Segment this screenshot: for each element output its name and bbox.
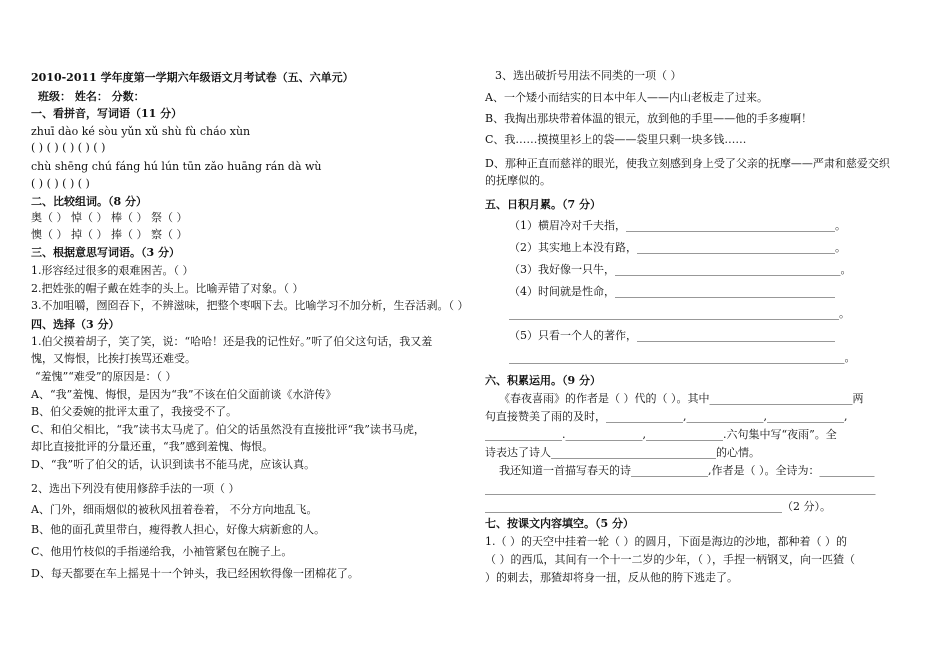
left-line-22: D、“我”听了伯父的话，认识到读书不能马虎，应该认真。	[31, 458, 316, 471]
right-line-21: ______________________________________________________（2 分）。	[485, 500, 831, 513]
right-line-7: （1）横眉冷对千夫指，______________________________________。	[509, 219, 846, 232]
left-line-3: zhuī dào ké sòu yǔn xǔ shù fù cháo xùn	[31, 125, 251, 138]
left-line-5: chù shēng chú fáng hú lún tūn zǎo huāng rán dà wù	[31, 160, 322, 173]
right-line-23: 1.（ ）的天空中挂着一轮（ ）的圆月，下面是海边的沙地，都种着（ ）的	[485, 535, 847, 548]
right-line-11: ____________________________________________________________。	[509, 307, 850, 320]
left-line-2: 一、看拼音，写词语（11 分）	[31, 107, 183, 120]
left-line-17: “羞愧”“难受”的原因是：（ ）	[35, 370, 177, 383]
left-line-25: B、他的面孔黄里带白，瘦得教人担心，好像大病新愈的人。	[31, 523, 326, 536]
left-line-18: A、“我”羞愧、悔恨，是因为“我”不该在伯父面前谈《水浒传》	[31, 388, 337, 401]
right-line-4: D、那种正直而慈祥的眼光，使我立刻感到身上受了父亲的抚摩——严肃和慈爱交织	[485, 157, 890, 170]
right-line-0: 3、选出破折号用法不同类的一项（ ）	[495, 69, 682, 82]
left-line-10: 三、根据意思写词语。（3 分）	[31, 246, 180, 259]
right-line-6: 五、日积月累。（7 分）	[485, 198, 601, 211]
left-line-4: ( ) ( ) ( ) ( ) ( )	[31, 141, 106, 154]
left-line-12: 2.把姓张的帽子戴在姓李的头上。比喻弄错了对象。（ ）	[31, 282, 304, 295]
left-line-0: 2010-2011 学年度第一学期六年级语文月考试卷（五、六单元）	[31, 71, 354, 84]
left-line-23: 2、选出下列没有使用修辞手法的一项（ ）	[31, 482, 240, 495]
right-line-20: _______________________________________________________________________	[485, 482, 876, 495]
left-line-19: B、伯父委婉的批评太重了，我接受不了。	[31, 405, 238, 418]
right-line-15: 《春夜喜雨》的作者是（ ）代的（ ）。其中__________________________两	[499, 392, 864, 405]
left-line-27: D、每天都要在车上摇晃十一个钟头，我已经困软得像一团棉花了。	[31, 567, 359, 580]
right-line-13: _____________________________________________________________。	[509, 351, 856, 364]
right-line-2: B、我掏出那块带着体温的银元，放到他的手里——他的手多瘦啊！	[485, 112, 813, 125]
right-line-25: ）的刺去，那猹却将身一扭，反从他的胯下逃走了。	[485, 571, 738, 584]
right-line-16: 句直接赞美了雨的及时，______________,______________,______________,	[485, 410, 848, 423]
right-line-9: （3）我好像一只牛，_________________________________________。	[509, 263, 852, 276]
left-line-13: 3.不加咀嚼，囫囵吞下，不辨滋味，把整个枣咽下去。比喻学习不加分析，生吞活剥。（ ）	[31, 299, 469, 312]
left-line-9: 懊（ ） 掉（ ） 捧（ ） 察（ ）	[31, 228, 188, 241]
left-line-16: 愧，又悔恨，比挨打挨骂还难受。	[31, 352, 196, 365]
right-line-14: 六、积累运用。（9 分）	[485, 374, 601, 387]
right-line-10: （4）时间就是性命，________________________________________	[509, 285, 835, 298]
left-line-20: C、和伯父相比，“我”读书太马虎了。伯父的话虽然没有直接批评“我”读书马虎，	[31, 423, 425, 436]
right-line-22: 七、按课文内容填空。（5 分）	[485, 517, 634, 530]
right-line-3: C、我……摸摸里衫上的袋——袋里只剩一块多钱……	[485, 133, 747, 146]
left-line-26: C、他用竹枝似的手指递给我，小袖管紧包在腕子上。	[31, 545, 293, 558]
left-line-24: A、门外，细雨烟似的被秋风扭着卷着， 不分方向地乱飞。	[31, 503, 318, 516]
left-line-15: 1.伯父摸着胡子，笑了笑，说：“哈哈！还是我的记性好。”听了伯父这句话，我又羞	[31, 335, 433, 348]
right-line-24: （ ）的西瓜，其间有一个十一二岁的少年，（ ），手捏一柄钢叉，向一匹猹（	[485, 553, 855, 566]
right-line-19: 我还知道一首描写春天的诗______________,作者是（ ）。全诗为：__________	[499, 464, 875, 477]
left-line-7: 二、比较组词。（8 分）	[31, 195, 147, 208]
left-line-11: 1.形容经过很多的艰难困苦。（ ）	[31, 264, 194, 277]
left-line-6: ( ) ( ) ( ) ( )	[31, 177, 90, 190]
right-line-17: ______________.______________,______________.六句集中写“夜雨”。全	[485, 428, 837, 441]
left-line-1: 班级： 姓名： 分数：	[38, 90, 145, 103]
right-line-8: （2）其实地上本没有路，____________________________________。	[509, 241, 846, 254]
right-line-18: 诗表达了诗人______________________________的心情。	[485, 446, 760, 459]
left-line-21: 却比直接批评的分量还重，“我”感到羞愧、悔恨。	[31, 440, 274, 453]
right-line-5: 的抚摩似的。	[485, 174, 551, 187]
left-line-8: 奥（ ） 悼（ ） 棒（ ） 祭（ ）	[31, 211, 188, 224]
right-line-1: A、一个矮小而结实的日本中年人——内山老板走了过来。	[485, 91, 768, 104]
left-line-14: 四、选择（3 分）	[31, 318, 120, 331]
right-line-12: （5）只看一个人的著作，____________________________________	[509, 329, 835, 342]
